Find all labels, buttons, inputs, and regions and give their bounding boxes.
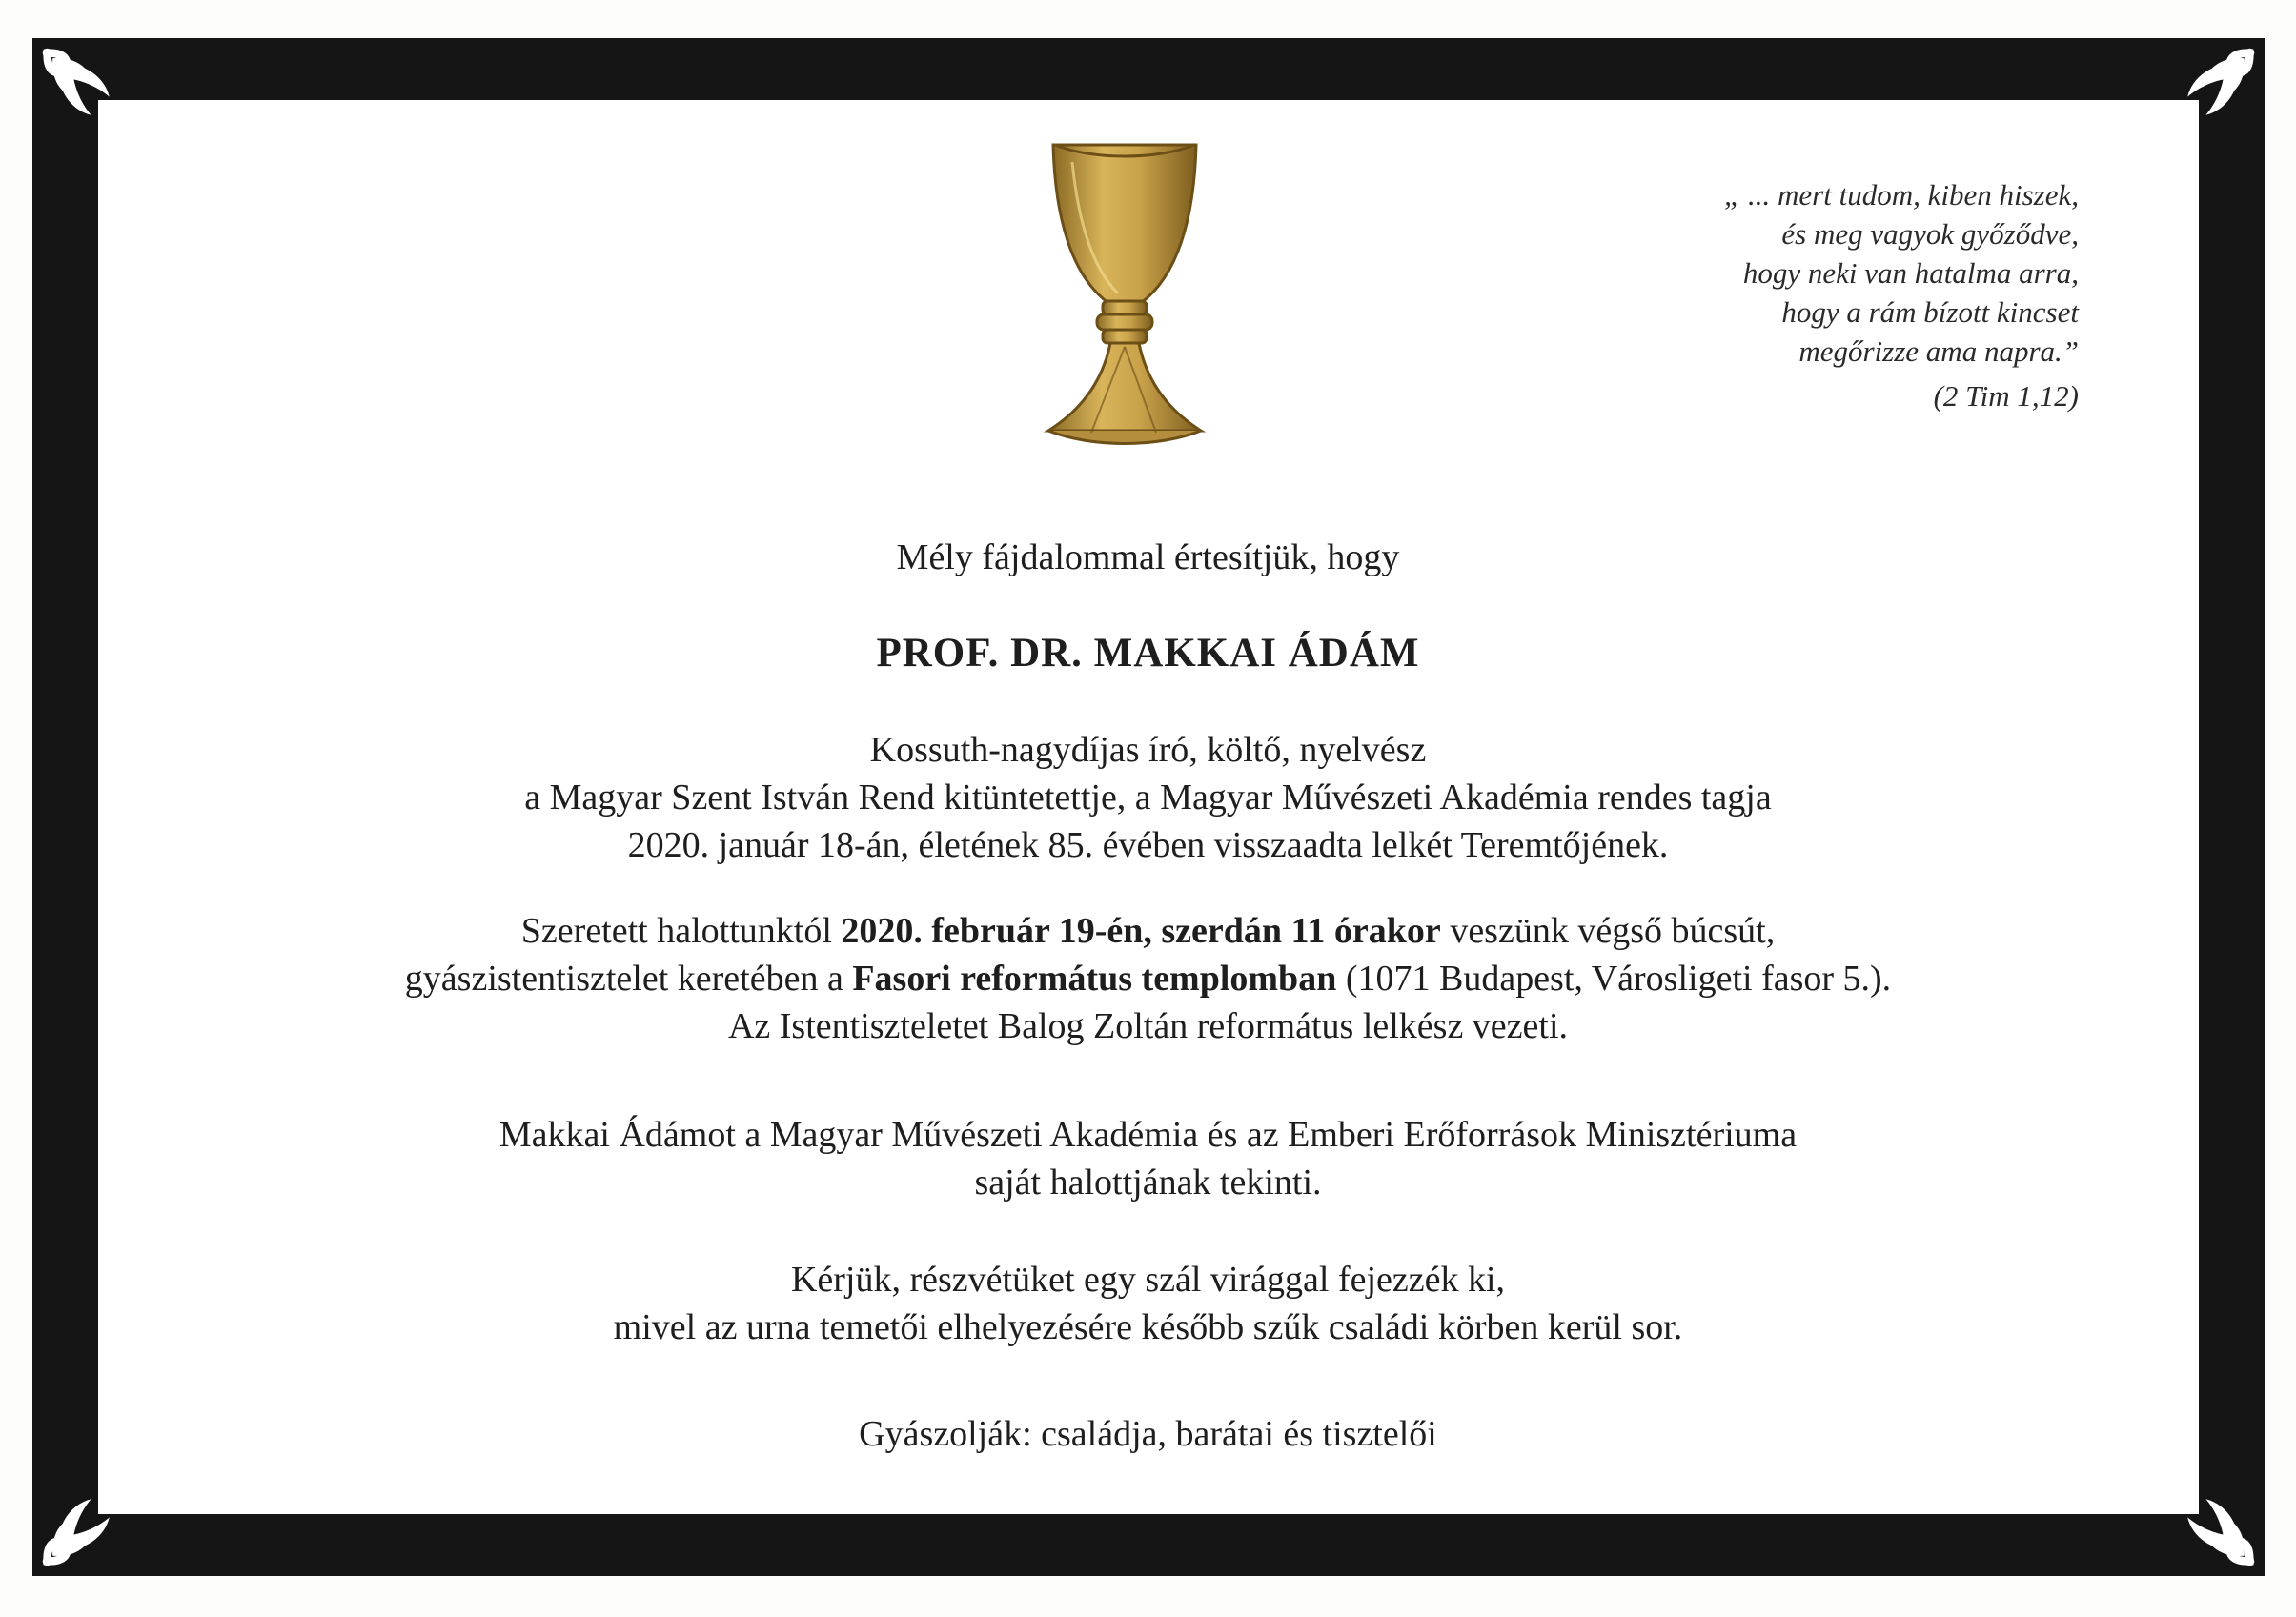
flowers-line: mivel az urna temetői elhelyezésére később szűk családi körben kerül sor. [613, 1307, 1683, 1347]
intro-text: Mély fájdalommal értesítjük, hogy [896, 537, 1400, 577]
funeral-address: (1071 Budapest, Városligeti fasor 5.). [1336, 959, 1892, 999]
titles-line: a Magyar Szent István Rend kitüntetettje, a Magyar Művészeti Akadémia rendes tagja [524, 778, 1772, 818]
funeral-date: 2020. február 19-én, szerdán 11 órakor [841, 911, 1441, 951]
funeral-line-1 [191, 907, 2105, 955]
honorary-line: Makkai Ádámot a Magyar Művészeti Akadémia és az Emberi Erőforrások Minisztériuma [498, 1115, 1798, 1155]
funeral-text: veszünk végső búcsút, [1440, 911, 1776, 951]
funeral-details [191, 907, 2105, 1050]
flower-corner-ornament-icon [2169, 1481, 2261, 1572]
quote-line: megőrizze ama napra.” [1798, 334, 2079, 368]
honorary-line: saját halottjának tekinti. [974, 1162, 1322, 1203]
flowers-line: Kérjük, részvétüket egy szál virággal fejezzék ki, [790, 1260, 1506, 1300]
flower-corner-ornament-icon [36, 1481, 128, 1572]
funeral-line-3: Az Istentiszteletet Balog Zoltán református lelkész vezeti. [727, 1006, 1569, 1046]
flowers-request [191, 1256, 2105, 1351]
deceased-name [191, 627, 2105, 680]
chalice-icon [1034, 133, 1215, 457]
name-text: PROF. DR. MAKKAI ÁDÁM [876, 631, 1420, 676]
funeral-text: Szeretett halottunktól [520, 911, 842, 951]
funeral-line-2 [191, 955, 2105, 1002]
titles-block [191, 726, 2105, 869]
quote-reference: (2 Tim 1,12) [1933, 379, 2079, 413]
flower-corner-ornament-icon [36, 42, 128, 133]
titles-line: 2020. január 18-án, életének 85. évében visszaadta lelkét Teremtőjének. [627, 825, 1669, 865]
mourners-line [191, 1410, 2105, 1458]
titles-line: Kossuth-nagydíjas író, költő, nyelvész [869, 730, 1427, 770]
quote-line: hogy neki van hatalma arra, [1742, 256, 2079, 290]
announcement-intro [191, 534, 2105, 581]
quote-line: „ ... mert tudom, kiben hiszek, [1724, 178, 2079, 212]
quote-line: és meg vagyok győződve, [1781, 217, 2079, 251]
flower-corner-ornament-icon [2169, 42, 2261, 133]
bible-quote [1412, 175, 2079, 415]
funeral-text: gyászistentisztelet keretében a [404, 959, 853, 999]
quote-line: hogy a rám bízott kincset [1781, 295, 2079, 329]
funeral-venue: Fasori református templomban [852, 959, 1337, 999]
honorary-notice [191, 1111, 2105, 1206]
mourners-text: Gyászolják: családja, barátai és tisztelői [859, 1414, 1437, 1454]
